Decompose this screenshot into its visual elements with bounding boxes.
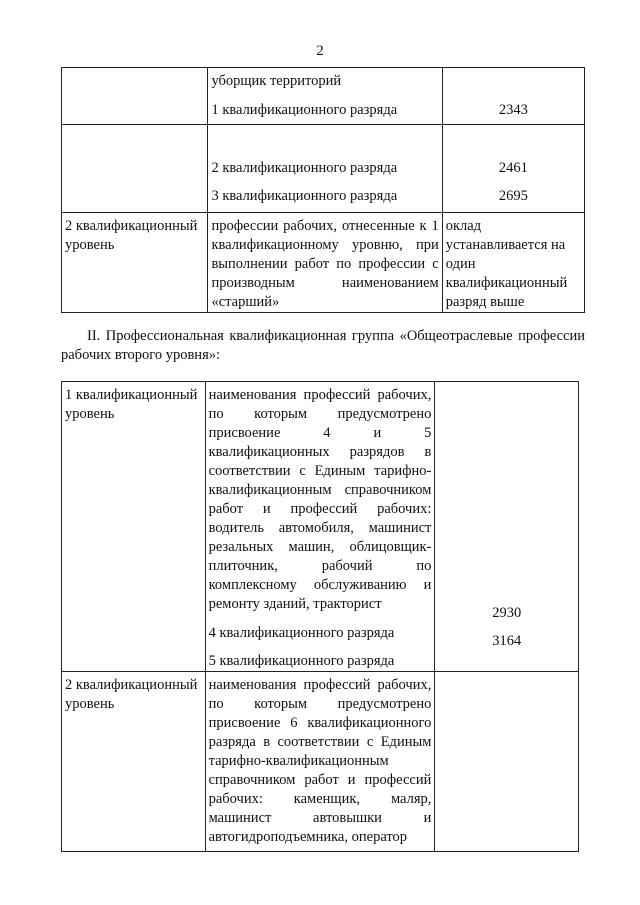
description-cell	[208, 68, 442, 125]
level-description: наименования профессий рабочих, по которым предусмотрено присвоение 6 квалификационного разряда в соответствии с Единым тарифно-квалификационным справочником работ и профессий рабочих: каменщик, маляр, машинист автовышки и автогидроподъемника, оператор	[208, 677, 432, 845]
salary-cell	[435, 382, 579, 672]
salary-table-1	[61, 67, 585, 313]
grade-label: 1 квалификационного разряда	[211, 102, 398, 118]
salary-note: оклад устанавливается на один квалификационный разряд выше	[445, 218, 568, 310]
table-row	[62, 213, 585, 313]
table-row	[62, 68, 585, 125]
level-cell	[62, 382, 206, 672]
salary-cell	[442, 68, 584, 125]
salary-value: 2343	[498, 102, 528, 118]
salary-table-2	[61, 381, 579, 852]
table-row	[62, 382, 579, 672]
section-heading: II. Профессиональная квалификационная группа «Общеотраслевые профессии рабочих второго уровня»:	[61, 328, 585, 363]
salary-value: 2461	[498, 160, 528, 176]
salary-cell	[442, 125, 584, 213]
level-cell	[62, 68, 208, 125]
salary-value: 3164	[492, 633, 522, 649]
level-cell	[62, 125, 208, 213]
description-cell	[205, 382, 435, 672]
table-row	[62, 125, 585, 213]
grade-label: 2 квалификационного разряда	[211, 160, 398, 176]
profession-name: уборщик территорий	[211, 73, 342, 89]
description-cell	[205, 672, 435, 852]
page-number: 2	[316, 43, 324, 59]
table-row	[62, 672, 579, 852]
salary-value: 2695	[498, 188, 528, 204]
level-label: 2 квалификационный уровень	[65, 218, 198, 253]
level-label: 1 квалификационный уровень	[65, 387, 198, 422]
description-cell	[208, 125, 442, 213]
grade-label: 3 квалификационного разряда	[211, 188, 398, 204]
level-cell	[62, 213, 208, 313]
salary-cell	[435, 672, 579, 852]
level-label: 2 квалификационный уровень	[65, 677, 198, 712]
description-cell	[208, 213, 442, 313]
level-description: наименования профессий рабочих, по которым предусмотрено присвоение 4 и 5 квалификационных разрядов в соответствии с Единым тарифно-квалификационным справочником работ и профессий рабочих: водитель автомобиля, машинист резальных машин, облицовщик-плиточник, рабочий по комплексному обслуживанию и ремонту зданий, тракторист	[208, 387, 432, 612]
level-description: профессии рабочих, отнесенные к 1 квалификационному уровню, при выполнении работ по профессии с производным наименованием «старший»	[211, 218, 439, 310]
salary-value: 2930	[492, 605, 522, 621]
salary-note-cell	[442, 213, 584, 313]
grade-label: 5 квалификационного разряда	[208, 653, 395, 669]
level-cell	[62, 672, 206, 852]
grade-label: 4 квалификационного разряда	[208, 625, 395, 641]
